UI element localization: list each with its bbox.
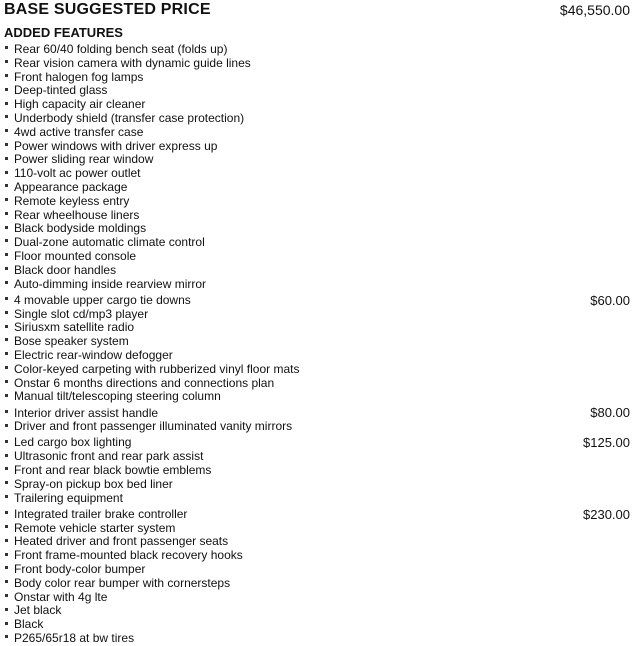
feature-label: Body color rear bumper with cornersteps (14, 575, 231, 590)
feature-entry (4, 264, 630, 278)
feature-label: Dual-zone automatic climate control (14, 235, 205, 250)
list-item (4, 153, 630, 167)
list-item (4, 321, 630, 335)
list-item (4, 308, 630, 322)
feature-entry (4, 236, 630, 250)
bullet-icon (5, 171, 8, 174)
feature-label: Front and rear black bowtie emblems (14, 463, 212, 478)
bullet-icon (5, 129, 8, 132)
list-item (4, 278, 630, 292)
feature-label: Deep-tinted glass (14, 83, 108, 98)
bullet-icon (5, 635, 8, 638)
bullet-icon (5, 184, 8, 187)
feature-entry (4, 591, 630, 605)
feature-entry (4, 308, 630, 322)
feature-entry (4, 71, 630, 85)
feature-entry (4, 153, 630, 167)
feature-entry (4, 112, 630, 126)
feature-entry (4, 535, 630, 549)
feature-entry (4, 349, 630, 363)
bullet-icon (5, 253, 8, 256)
list-item (4, 57, 630, 71)
feature-price: $125.00 (583, 435, 630, 451)
feature-label: Interior driver assist handle (14, 405, 159, 420)
feature-label: Auto-dimming inside rearview mirror (14, 276, 207, 291)
feature-entry (4, 140, 630, 154)
feature-label: Manual tilt/telescoping steering column (14, 389, 221, 404)
feature-entry (4, 377, 630, 391)
feature-label: Led cargo box lighting (14, 435, 132, 450)
bullet-icon (5, 74, 8, 77)
feature-label: Front halogen fog lamps (14, 69, 144, 84)
feature-entry (4, 278, 630, 292)
bullet-icon (5, 281, 8, 284)
list-item (4, 522, 630, 536)
feature-label: Rear wheelhouse liners (14, 207, 140, 222)
list-item (4, 43, 630, 57)
bullet-icon (5, 481, 8, 484)
list-item (4, 577, 630, 591)
bullet-icon (5, 212, 8, 215)
feature-label: Floor mounted console (14, 248, 137, 263)
list-item (4, 167, 630, 181)
feature-entry (4, 478, 630, 492)
feature-entry (4, 126, 630, 140)
list-item (4, 390, 630, 404)
list-item (4, 632, 630, 646)
bullet-icon (5, 226, 8, 229)
bullet-icon (5, 198, 8, 201)
feature-label: Rear 60/40 folding bench seat (folds up) (14, 42, 228, 56)
bullet-icon (5, 60, 8, 63)
list-item (4, 505, 630, 521)
base-price-label: BASE SUGGESTED PRICE (4, 1, 211, 18)
feature-entry (4, 563, 630, 577)
bullet-icon (5, 467, 8, 470)
list-item (4, 335, 630, 349)
feature-label: Electric rear-window defogger (14, 347, 173, 362)
feature-label: 110-volt ac power outlet (14, 166, 141, 181)
bullet-icon (5, 525, 8, 528)
list-item (4, 236, 630, 250)
bullet-icon (5, 553, 8, 556)
feature-label: 4 movable upper cargo tie downs (14, 292, 191, 307)
list-item (4, 563, 630, 577)
feature-label: Front frame-mounted black recovery hooks (14, 548, 243, 563)
bullet-icon (5, 115, 8, 118)
bullet-icon (5, 297, 8, 300)
bullet-icon (5, 311, 8, 314)
list-item (4, 604, 630, 618)
list-item (4, 450, 630, 464)
bullet-icon (5, 394, 8, 397)
feature-label: P265/65r18 at bw tires (14, 631, 135, 646)
list-item (4, 549, 630, 563)
feature-label: Black bodyside moldings (14, 221, 147, 236)
bullet-icon (5, 380, 8, 383)
feature-entry (4, 335, 630, 349)
feature-entry (4, 209, 630, 223)
list-item (4, 363, 630, 377)
list-item (4, 291, 630, 307)
feature-label: High capacity air cleaner (14, 97, 146, 112)
feature-entry (4, 436, 583, 450)
feature-label: Onstar with 4g lte (14, 589, 108, 604)
feature-entry (4, 390, 630, 404)
feature-entry (4, 294, 590, 308)
feature-entry (4, 167, 630, 181)
bullet-icon (5, 454, 8, 457)
list-item (4, 618, 630, 632)
feature-entry (4, 618, 630, 632)
bullet-icon (5, 424, 8, 427)
list-item (4, 264, 630, 278)
bullet-icon (5, 352, 8, 355)
feature-label: Heated driver and front passenger seats (14, 534, 229, 549)
feature-entry (4, 57, 630, 71)
list-item (4, 492, 630, 506)
feature-label: Single slot cd/mp3 player (14, 306, 149, 321)
feature-label: Underbody shield (transfer case protection) (14, 110, 245, 125)
feature-label: Jet black (14, 603, 62, 618)
list-item (4, 377, 630, 391)
feature-list (4, 43, 630, 646)
feature-entry (4, 363, 630, 377)
feature-entry (4, 321, 630, 335)
feature-entry (4, 508, 583, 522)
list-item (4, 478, 630, 492)
list-item (4, 535, 630, 549)
base-price-row (4, 0, 630, 20)
feature-entry (4, 604, 630, 618)
feature-entry (4, 195, 630, 209)
feature-label: Appearance package (14, 179, 128, 194)
bullet-icon (5, 46, 8, 49)
feature-entry (4, 84, 630, 98)
bullet-icon (5, 239, 8, 242)
base-price-value: $46,550.00 (559, 2, 630, 18)
bullet-icon (5, 267, 8, 270)
feature-label: Remote vehicle starter system (14, 520, 176, 535)
feature-label: Black door handles (14, 262, 117, 277)
feature-label: Color-keyed carpeting with rubberized vinyl floor mats (14, 361, 300, 376)
feature-label: Front body-color bumper (14, 562, 146, 577)
feature-label: Power windows with driver express up (14, 138, 218, 153)
bullet-icon (5, 143, 8, 146)
feature-entry (4, 181, 630, 195)
feature-entry (4, 450, 630, 464)
feature-price: $80.00 (590, 405, 630, 421)
feature-label: Bose speaker system (14, 334, 129, 349)
bullet-icon (5, 410, 8, 413)
feature-label: Spray-on pickup box bed liner (14, 476, 173, 491)
bullet-icon (5, 566, 8, 569)
list-item (4, 434, 630, 450)
list-item (4, 250, 630, 264)
feature-entry (4, 407, 590, 421)
list-item (4, 195, 630, 209)
list-item (4, 591, 630, 605)
feature-entry (4, 522, 630, 536)
feature-entry (4, 250, 630, 264)
list-item (4, 71, 630, 85)
list-item (4, 112, 630, 126)
list-item (4, 98, 630, 112)
feature-entry (4, 549, 630, 563)
bullet-icon (5, 539, 8, 542)
list-item (4, 84, 630, 98)
feature-entry (4, 222, 630, 236)
bullet-icon (5, 88, 8, 91)
bullet-icon (5, 511, 8, 514)
bullet-icon (5, 594, 8, 597)
feature-label: Integrated trailer brake controller (14, 506, 188, 521)
feature-entry (4, 464, 630, 478)
bullet-icon (5, 325, 8, 328)
feature-label: Ultrasonic front and rear park assist (14, 449, 204, 464)
feature-label: Rear vision camera with dynamic guide lines (14, 55, 251, 70)
list-item (4, 222, 630, 236)
feature-entry (4, 420, 630, 434)
feature-label: Power sliding rear window (14, 152, 154, 167)
feature-entry (4, 577, 630, 591)
added-features-heading: ADDED FEATURES (4, 25, 123, 40)
list-item (4, 464, 630, 478)
list-item (4, 349, 630, 363)
feature-label: Driver and front passenger illuminated vanity mirrors (14, 419, 293, 434)
bullet-icon (5, 440, 8, 443)
bullet-icon (5, 338, 8, 341)
feature-price: $60.00 (590, 292, 630, 308)
feature-label: Trailering equipment (14, 490, 123, 505)
feature-entry (4, 632, 630, 646)
feature-entry (4, 492, 630, 506)
feature-label: Siriusxm satellite radio (14, 320, 135, 335)
bullet-icon (5, 608, 8, 611)
bullet-icon (5, 622, 8, 625)
feature-label: Onstar 6 months directions and connections plan (14, 375, 275, 390)
bullet-icon (5, 102, 8, 105)
list-item (4, 181, 630, 195)
bullet-icon (5, 580, 8, 583)
list-item (4, 140, 630, 154)
list-item (4, 420, 630, 434)
list-item (4, 404, 630, 420)
feature-label: 4wd active transfer case (14, 124, 144, 139)
list-item (4, 209, 630, 223)
bullet-icon (5, 366, 8, 369)
feature-label: Black (14, 617, 44, 632)
feature-entry (4, 98, 630, 112)
feature-price: $230.00 (583, 506, 630, 522)
bullet-icon (5, 495, 8, 498)
feature-label: Remote keyless entry (14, 193, 130, 208)
list-item (4, 126, 630, 140)
feature-entry (4, 43, 630, 57)
bullet-icon (5, 157, 8, 160)
